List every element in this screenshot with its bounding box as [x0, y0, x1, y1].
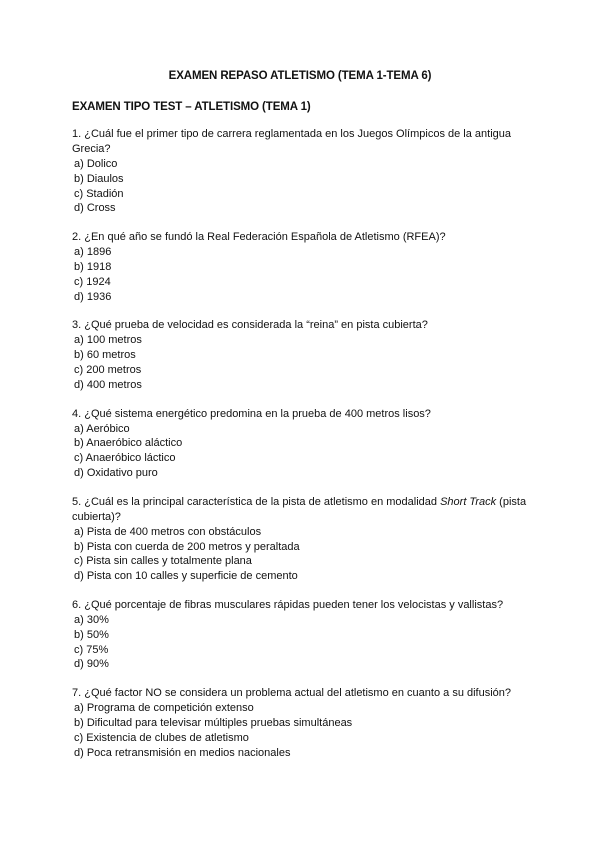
option-b: b) Dificultad para televisar múltiples pruebas simultáneas	[74, 716, 353, 729]
question-text: 4. ¿Qué sistema energético predomina en la prueba de 400 metros lisos?	[72, 407, 431, 420]
question-6	[72, 598, 532, 672]
option-list	[72, 333, 532, 392]
option-list	[72, 525, 532, 584]
option-d: d) Pista con 10 calles y superficie de cemento	[74, 570, 298, 583]
question-3	[72, 318, 532, 392]
option-d: d) Cross	[74, 202, 116, 215]
option-a: a) Dolico	[74, 158, 118, 170]
option-d: d) 90%	[74, 658, 109, 671]
option-b: b) Pista con cuerda de 200 metros y peraltada	[74, 540, 300, 553]
option-d: d) Oxidativo puro	[74, 466, 158, 479]
option-c: c) Existencia de clubes de atletismo	[74, 731, 249, 744]
question-text: 7. ¿Qué factor NO se considera un problema actual del atletismo en cuanto a su difusión?	[72, 687, 512, 700]
option-c: c) Stadión	[74, 187, 124, 200]
question-text: 6. ¿Qué porcentaje de fibras musculares rápidas pueden tener los velocistas y vallistas?	[72, 598, 504, 611]
question-4	[72, 407, 532, 481]
option-b: b) Diaulos	[74, 172, 124, 185]
option-b: b) 50%	[74, 628, 109, 641]
option-b: b) 1918	[74, 260, 112, 273]
question-text: 3. ¿Qué prueba de velocidad es considerada la “reina” en pista cubierta?	[72, 319, 428, 332]
question-text-start: 5. ¿Cuál es la principal característica de la pista de atletismo en modalidad	[72, 495, 441, 508]
option-a: a) Programa de competición extenso	[74, 702, 254, 715]
option-list	[72, 245, 532, 304]
option-list	[72, 157, 532, 216]
question-7	[72, 686, 532, 760]
option-b: b) Anaeróbico aláctico	[74, 437, 183, 450]
document-title: EXAMEN REPASO ATLETISMO (TEMA 1-TEMA 6)	[168, 70, 432, 82]
question-5	[72, 495, 532, 584]
option-a: a) 100 metros	[74, 334, 142, 347]
option-list	[72, 613, 532, 672]
option-a: a) 1896	[74, 246, 112, 259]
option-a: a) Aeróbico	[74, 422, 130, 435]
question-text-emphasis: Short Track	[440, 495, 497, 508]
option-d: d) 1936	[74, 290, 112, 303]
option-b: b) 60 metros	[74, 349, 136, 362]
question-text: 1. ¿Cuál fue el primer tipo de carrera reglamentada en los Juegos Olímpicos de la antigua Grecia?	[72, 128, 512, 155]
option-d: d) Poca retransmisión en medios nacionales	[74, 746, 291, 759]
option-list	[72, 422, 532, 481]
question-2	[72, 230, 532, 304]
option-list	[72, 701, 532, 760]
option-c: c) 1924	[74, 275, 111, 288]
option-c: c) Anaeróbico láctico	[74, 452, 176, 465]
question-text: 2. ¿En qué año se fundó la Real Federación Española de Atletismo (RFEA)?	[72, 231, 446, 244]
section-subtitle: EXAMEN TIPO TEST – ATLETISMO (TEMA 1)	[72, 101, 311, 113]
question-text	[72, 495, 532, 525]
option-a: a) Pista de 400 metros con obstáculos	[74, 525, 262, 538]
question-text-end: (pista cubierta)?	[72, 495, 527, 523]
option-c: c) 200 metros	[74, 363, 142, 376]
option-a: a) 30%	[74, 613, 109, 626]
option-c: c) Pista sin calles y totalmente plana	[74, 555, 252, 568]
question-list	[72, 127, 532, 774]
option-c: c) 75%	[74, 643, 109, 656]
option-d: d) 400 metros	[74, 378, 142, 391]
question-1	[72, 127, 532, 216]
